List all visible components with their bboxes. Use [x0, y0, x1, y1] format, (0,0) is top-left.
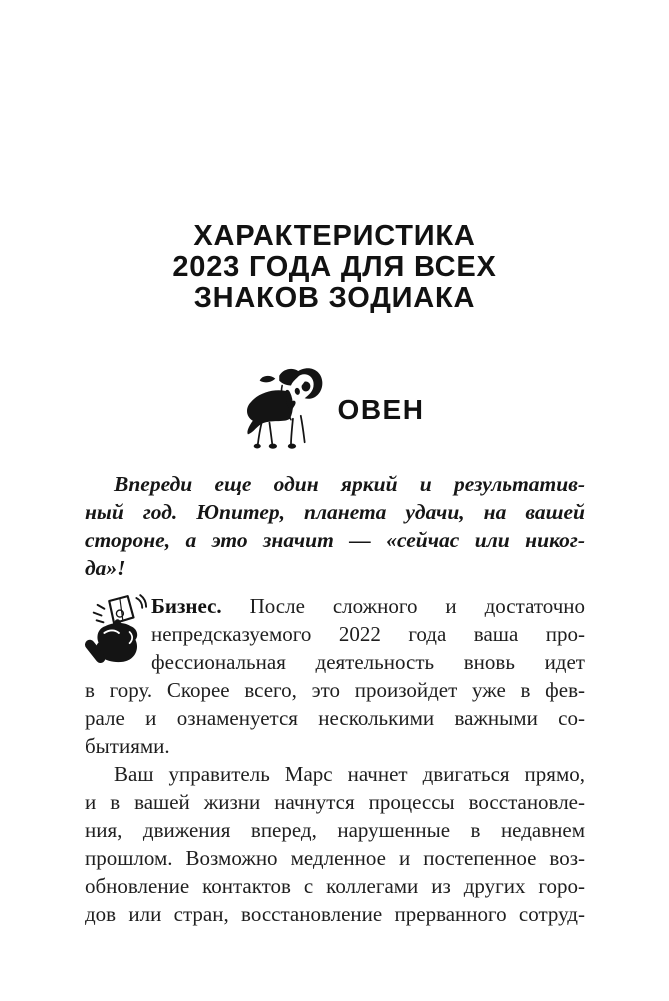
text-line: рале и ознаменуется несколькими важными со- [85, 706, 585, 730]
business-section [85, 592, 585, 928]
text-line: да»! [85, 556, 126, 580]
text-line: дов или стран, восстановление прерванного сотруд- [85, 902, 585, 926]
text-line: фессиональная деятельность вновь идет [151, 650, 585, 674]
text-line: и в вашей жизни начнутся процессы восстановле- [85, 790, 585, 814]
intro-paragraph [85, 470, 585, 582]
text-line: ХАРАКТЕРИСТИКА [193, 220, 476, 252]
pointing-hand-icon [85, 592, 151, 672]
business-paragraph-2 [85, 760, 585, 928]
text-line: Ваш управитель Марс начнет двигаться прямо, [114, 762, 585, 786]
sign-name: ОВЕН [337, 394, 425, 425]
aries-ram-icon [245, 362, 335, 454]
text-line: ЗНАКОВ ЗОДИАКА [193, 282, 476, 314]
text-line: непредсказуемого 2022 года ваша про- [151, 622, 585, 646]
business-first-line [85, 592, 585, 620]
page-title [0, 221, 669, 314]
text-line: прошлом. Возможно медленное и постепенное воз- [85, 846, 585, 870]
business-first-line-text: После сложного и достаточно [221, 594, 585, 618]
zodiac-sign-header [0, 362, 669, 454]
text-line: бытиями. [85, 734, 170, 758]
text-line: ный год. Юпитер, планета удачи, на вашей [85, 500, 585, 524]
text-line: обновление контактов с коллегами из других горо- [85, 874, 585, 898]
text-line: 2023 ГОДА ДЛЯ ВСЕХ [172, 251, 497, 283]
business-paragraph-1 [85, 620, 585, 760]
text-line: Впереди еще один яркий и результатив- [114, 472, 585, 496]
text-line: ния, движения вперед, нарушенные в недавнем [85, 818, 585, 842]
text-line: в гору. Скорее всего, это произойдет уже в фев- [85, 678, 585, 702]
text-line: стороне, а это значит — «сейчас или никог- [85, 528, 585, 552]
business-label: Бизнес. [151, 594, 222, 618]
